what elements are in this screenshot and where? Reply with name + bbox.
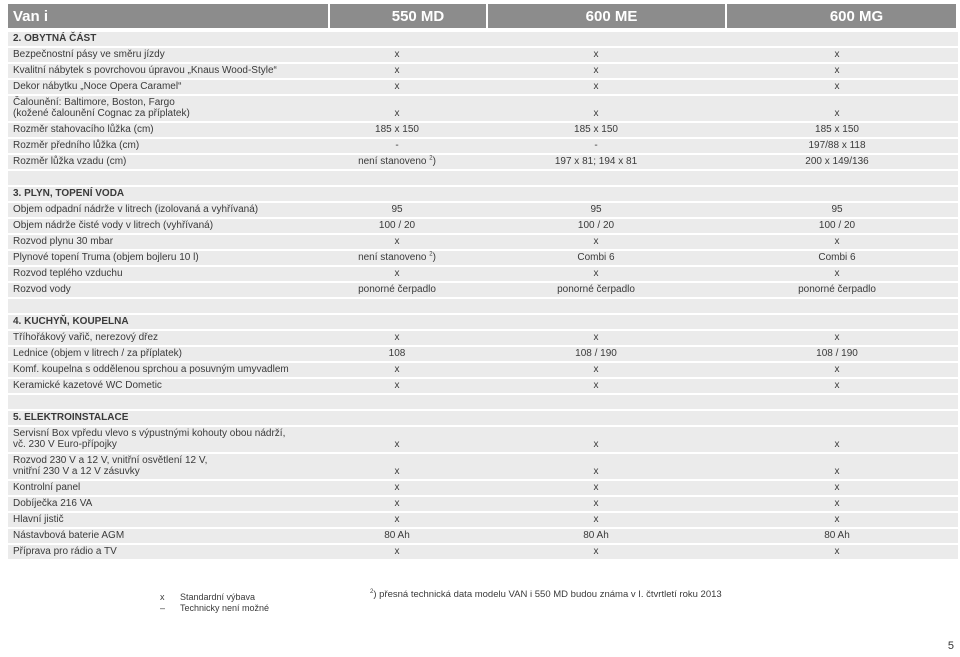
row-value [476, 482, 716, 493]
value-text: x [394, 466, 400, 477]
row-value [318, 364, 476, 375]
table-row [8, 427, 958, 452]
row-label: Dobíječka 216 VA [13, 498, 93, 509]
row-value [318, 268, 476, 279]
header-model-550md: 550 MD [330, 4, 486, 28]
row-value [318, 140, 476, 151]
value-text: x [394, 514, 400, 525]
value-text: x [394, 81, 400, 92]
row-label: Rozměr stahovacího lůžka (cm) [13, 124, 154, 135]
row-value [716, 268, 958, 279]
table-row [8, 454, 958, 479]
row-value [318, 236, 476, 247]
value-text: x [834, 236, 840, 247]
value-text: x [593, 332, 599, 343]
row-value [318, 252, 476, 263]
row-value [318, 124, 476, 135]
table-row [8, 251, 958, 265]
section-gap [8, 395, 958, 409]
row-value [318, 514, 476, 525]
value-text: 95 [391, 204, 403, 215]
row-value [716, 546, 958, 557]
value-text: x [394, 268, 400, 279]
legend-text: Standardní výbava [180, 592, 256, 602]
table-row [8, 513, 958, 527]
row-value [476, 498, 716, 509]
value-text: 108 [388, 348, 406, 359]
value-text: 108 / 190 [575, 348, 617, 359]
row-label: Rozvod teplého vzduchu [13, 268, 123, 279]
value-text: Combi 6 [577, 252, 615, 263]
row-value [476, 49, 716, 60]
value-text: x [593, 380, 599, 391]
row-value [716, 466, 958, 477]
row-value [318, 220, 476, 231]
value-text: x [593, 65, 599, 76]
section-heading: 3. PLYN, TOPENÍ VODA [13, 188, 125, 199]
value-text: x [834, 546, 840, 557]
table-row [8, 203, 958, 217]
value-text: x [834, 514, 840, 525]
value-text: x [834, 65, 840, 76]
row-value [716, 124, 958, 135]
row-value [318, 439, 476, 450]
section-heading-row [8, 315, 958, 329]
row-label: Čalounění: Baltimore, Boston, Fargo (kožené čalounění Cognac za příplatek) [13, 97, 190, 119]
row-value [476, 364, 716, 375]
value-text: 100 / 20 [818, 220, 856, 231]
value-text: 80 Ah [824, 530, 850, 541]
row-label: Příprava pro rádio a TV [13, 546, 117, 557]
value-text: x [593, 268, 599, 279]
section-heading: 2. OBYTNÁ ČÁST [13, 33, 97, 44]
value-text: ponorné čerpadlo [798, 284, 876, 295]
row-label: Bezpečnostní pásy ve směru jízdy [13, 49, 165, 60]
row-value [318, 332, 476, 343]
footnote-ref-suffix: ) [432, 156, 436, 167]
row-label: Rozvod plynu 30 mbar [13, 236, 114, 247]
row-value [318, 204, 476, 215]
value-text: - [594, 140, 598, 151]
header-title: Van i [8, 4, 328, 28]
header-model-600mg: 600 MG [727, 4, 956, 28]
table-row [8, 331, 958, 345]
table-row [8, 64, 958, 78]
row-value [476, 439, 716, 450]
table-row [8, 123, 958, 137]
value-text: 100 / 20 [378, 220, 416, 231]
table-row [8, 379, 958, 393]
value-text: x [593, 236, 599, 247]
table-row [8, 96, 958, 121]
table-row [8, 481, 958, 495]
value-text: 200 x 149/136 [805, 156, 869, 167]
row-value [476, 348, 716, 359]
row-value [318, 530, 476, 541]
row-value [716, 284, 958, 295]
value-text: x [834, 439, 840, 450]
value-text: x [593, 482, 599, 493]
legend-item [160, 603, 269, 614]
row-value [318, 108, 476, 119]
row-value [716, 498, 958, 509]
value-text: x [593, 546, 599, 557]
section-heading-row [8, 187, 958, 201]
value-text: 185 x 150 [375, 124, 419, 135]
row-value [476, 236, 716, 247]
value-text: x [593, 466, 599, 477]
legend-item [160, 592, 269, 603]
row-label: Kontrolní panel [13, 482, 81, 493]
row-value [476, 268, 716, 279]
table-row [8, 155, 958, 169]
footnote-ref: 2 [429, 155, 433, 162]
value-text: x [394, 482, 400, 493]
row-value [716, 364, 958, 375]
value-text: 80 Ah [583, 530, 609, 541]
value-text: 95 [590, 204, 602, 215]
row-value [318, 65, 476, 76]
legend [160, 592, 269, 614]
table-row [8, 48, 958, 62]
value-text: není stanoveno [358, 252, 427, 263]
value-text: x [834, 482, 840, 493]
section-heading: 4. KUCHYŇ, KOUPELNA [13, 316, 129, 327]
row-label: Objem nádrže čisté vody v litrech (vyhřívaná) [13, 220, 214, 231]
table-row [8, 347, 958, 361]
value-text: x [834, 364, 840, 375]
value-text: x [593, 108, 599, 119]
row-value [318, 498, 476, 509]
value-text: ponorné čerpadlo [358, 284, 436, 295]
value-text: x [394, 546, 400, 557]
row-value [476, 466, 716, 477]
row-value [476, 140, 716, 151]
row-value [476, 124, 716, 135]
value-text: x [834, 81, 840, 92]
table-row [8, 545, 958, 559]
table-row [8, 80, 958, 94]
row-value [476, 514, 716, 525]
value-text: x [593, 49, 599, 60]
value-text: x [394, 364, 400, 375]
value-text: 197/88 x 118 [808, 140, 866, 151]
row-value [716, 140, 958, 151]
value-text: x [394, 380, 400, 391]
value-text: x [834, 49, 840, 60]
row-value [476, 252, 716, 263]
footnote-ref: 2 [429, 251, 433, 258]
footnote-text: ) přesná technická data modelu VAN i 550 MD budou známa v I. čtvrtletí roku 2013 [373, 589, 722, 600]
row-value [476, 108, 716, 119]
row-value [318, 156, 476, 167]
value-text: 185 x 150 [574, 124, 618, 135]
legend-symbol: x [160, 592, 165, 602]
row-label: Komf. koupelna s oddělenou sprchou a posuvným umyvadlem [13, 364, 289, 375]
row-value [716, 514, 958, 525]
value-text: x [834, 108, 840, 119]
row-label: Keramické kazetové WC Dometic [13, 380, 162, 391]
row-value [318, 482, 476, 493]
row-label: Dekor nábytku „Noce Opera Caramel“ [13, 81, 182, 92]
value-text: 80 Ah [384, 530, 410, 541]
value-text: x [593, 514, 599, 525]
table-body [8, 32, 958, 559]
table-row [8, 497, 958, 511]
value-text: x [593, 498, 599, 509]
section-gap [8, 171, 958, 185]
footnote-ref-suffix: ) [432, 252, 436, 263]
row-label: Nástavbová baterie AGM [13, 530, 125, 541]
row-value [716, 108, 958, 119]
row-value [716, 439, 958, 450]
table-row [8, 139, 958, 153]
row-value [318, 284, 476, 295]
row-label: Tříhořákový vařič, nerezový dřez [13, 332, 159, 343]
table-row [8, 363, 958, 377]
row-value [476, 284, 716, 295]
row-value [318, 81, 476, 92]
row-label: Plynové topení Truma (objem bojleru 10 l) [13, 252, 199, 263]
row-label: Rozměr lůžka vzadu (cm) [13, 156, 127, 167]
value-text: x [593, 81, 599, 92]
legend-symbol: – [160, 603, 166, 613]
value-text: x [834, 380, 840, 391]
row-value [318, 49, 476, 60]
header-model-600me: 600 ME [488, 4, 725, 28]
table-row [8, 235, 958, 249]
row-value [716, 156, 958, 167]
row-value [476, 380, 716, 391]
value-text: x [834, 332, 840, 343]
row-value [716, 380, 958, 391]
row-value [318, 466, 476, 477]
value-text: x [394, 332, 400, 343]
row-label: Servisní Box vpředu vlevo s výpustnými kohouty obou nádrží, vč. 230 V Euro-přípojky [13, 428, 286, 450]
spec-table [8, 4, 958, 561]
value-text: x [593, 364, 599, 375]
legend-text: Technicky není možné [180, 603, 270, 613]
row-value [476, 81, 716, 92]
row-value [716, 530, 958, 541]
value-text: 108 / 190 [816, 348, 858, 359]
value-text: 95 [831, 204, 843, 215]
value-text: x [593, 439, 599, 450]
value-text: x [394, 439, 400, 450]
section-heading-row [8, 411, 958, 425]
row-value [476, 332, 716, 343]
row-value [716, 220, 958, 231]
row-value [318, 546, 476, 557]
table-row [8, 219, 958, 233]
row-value [476, 530, 716, 541]
value-text: x [834, 498, 840, 509]
table-header [8, 4, 958, 28]
value-text: x [394, 108, 400, 119]
value-text: 197 x 81; 194 x 81 [554, 156, 638, 167]
value-text: není stanoveno [358, 156, 427, 167]
row-value [476, 156, 716, 167]
value-text: x [834, 268, 840, 279]
page-number: 5 [947, 640, 954, 652]
row-value [716, 49, 958, 60]
row-value [476, 220, 716, 231]
row-value [476, 546, 716, 557]
row-label: Kvalitní nábytek s povrchovou úpravou „Knaus Wood-Style“ [13, 65, 277, 76]
value-text: x [394, 236, 400, 247]
row-value [476, 204, 716, 215]
row-label: Rozvod vody [13, 284, 71, 295]
value-text: x [394, 65, 400, 76]
value-text: ponorné čerpadlo [557, 284, 635, 295]
value-text: Combi 6 [818, 252, 856, 263]
row-value [716, 236, 958, 247]
value-text: x [834, 466, 840, 477]
section-heading: 5. ELEKTROINSTALACE [13, 412, 129, 423]
section-heading-row [8, 32, 958, 46]
row-label: Hlavní jistič [13, 514, 64, 525]
row-value [318, 380, 476, 391]
row-value [476, 65, 716, 76]
section-gap [8, 299, 958, 313]
value-text: 100 / 20 [577, 220, 615, 231]
row-label: Rozvod 230 V a 12 V, vnitřní osvětlení 12 V, vnitřní 230 V a 12 V zásuvky [13, 455, 208, 477]
row-label: Lednice (objem v litrech / za příplatek) [13, 348, 182, 359]
row-value [318, 348, 476, 359]
row-value [716, 65, 958, 76]
row-value [716, 252, 958, 263]
row-label: Rozměr předního lůžka (cm) [13, 140, 140, 151]
value-text: - [395, 140, 399, 151]
row-value [716, 332, 958, 343]
value-text: x [394, 49, 400, 60]
row-label: Objem odpadní nádrže v litrech (izolovaná a vyhřívaná) [13, 204, 259, 215]
footnote-mark: 2 [370, 588, 374, 595]
value-text: 185 x 150 [815, 124, 859, 135]
table-row [8, 267, 958, 281]
row-value [716, 482, 958, 493]
value-text: x [394, 498, 400, 509]
table-row [8, 283, 958, 297]
row-value [716, 204, 958, 215]
table-row [8, 529, 958, 543]
row-value [716, 348, 958, 359]
row-value [716, 81, 958, 92]
footnote [370, 589, 722, 600]
